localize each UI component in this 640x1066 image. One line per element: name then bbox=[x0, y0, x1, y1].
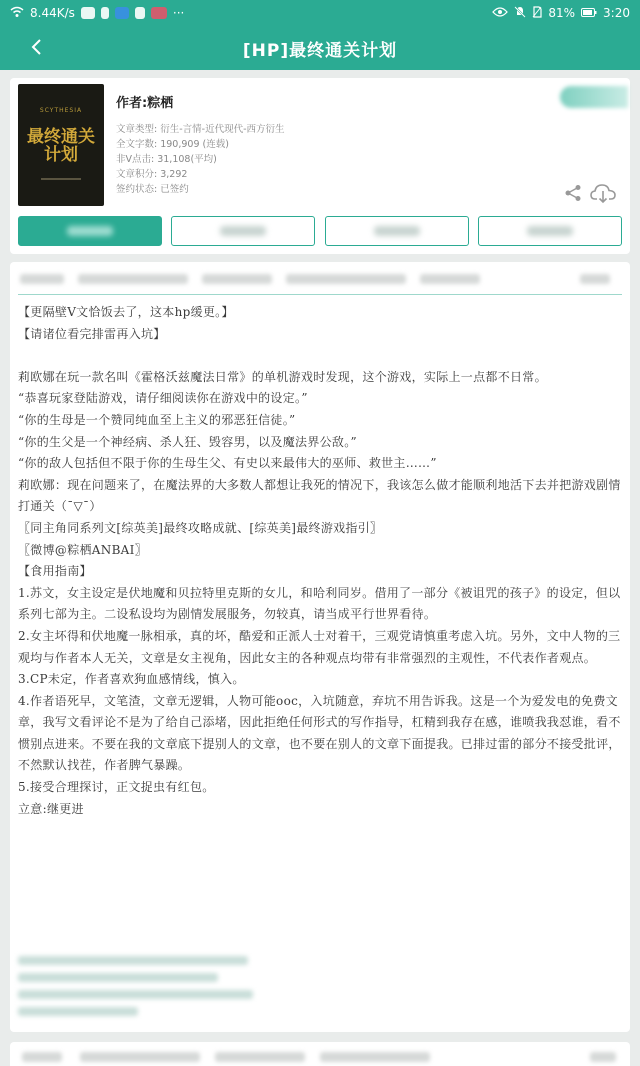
action-button-1[interactable] bbox=[18, 216, 162, 246]
wechat-icon bbox=[81, 7, 95, 19]
blurred-text-block bbox=[18, 956, 258, 1026]
blurred-label bbox=[374, 226, 420, 236]
paragraph: 【更隔壁V文恰饭去了，这本hp缓更。】 bbox=[18, 305, 234, 319]
action-button-4[interactable] bbox=[478, 216, 622, 246]
back-arrow-icon bbox=[29, 38, 45, 56]
cloud-download-icon bbox=[590, 182, 616, 204]
more-notifications-icon: ··· bbox=[172, 6, 185, 20]
paragraph: 1.苏文，女主设定是伏地魔和贝拉特里克斯的女儿，和哈利同岁。借用了一部分《被诅咒的孩子》的设定，但以系列七部为主。二设私设均为剧情发展服务，勿较真，请当成平行世界看待。 bbox=[18, 585, 621, 622]
meta-clicks: 非V点击: 31,108(平均) bbox=[116, 154, 217, 165]
paragraph: “恭喜玩家登陆游戏，请仔细阅读你在游戏中的设定。” bbox=[18, 391, 308, 406]
wifi-icon bbox=[10, 6, 24, 21]
paragraph-gap bbox=[18, 345, 622, 367]
eye-icon bbox=[492, 6, 508, 20]
app-icon-2 bbox=[135, 7, 145, 19]
author-name[interactable]: 作者:粽栖 bbox=[116, 96, 174, 111]
cover-decoration bbox=[41, 176, 81, 184]
paragraph: 立意:继更进 bbox=[18, 801, 84, 816]
meta-word-count: 全文字数: 190,909 (连载) bbox=[116, 139, 229, 150]
paragraph: “你的生父是一个神经病、杀人狂、毁容男，以及魔法界公敌。” bbox=[18, 434, 357, 449]
app-icon-3 bbox=[151, 7, 167, 19]
header-divider bbox=[18, 294, 622, 295]
blurred-header bbox=[20, 270, 610, 288]
blurred-tag[interactable] bbox=[560, 86, 628, 108]
title-bar bbox=[0, 26, 640, 70]
meta-contract: 签约状态: 已签约 bbox=[116, 184, 189, 195]
blurred-label bbox=[220, 226, 266, 236]
paragraph: “你的生母是一个赞同纯血至上主义的邪恶狂信徒。” bbox=[18, 412, 296, 427]
cover-title-line1: 最终通关 bbox=[27, 126, 95, 147]
paragraph: 4.作者语死早，文笔渣，文章无逻辑，人物可能ooc，入坑随意，弃坑不用告诉我。这是一个为爱发电的免费文章，我写文看评论不是为了给自己添堵，因此拒绝任何形式的写作指导，杠精到我存在感，谁喷我我怼谁，看不惯别点进来。不要在我的文章底下提别人的文章，也不要在别人的文章下面提我。已排过雷的部分不接受批评，不然默认找茬，作者脾气暴躁。 bbox=[18, 693, 621, 773]
paragraph: 莉欧娜：现在问题来了，在魔法界的大多数人都想让我死的情况下，我该怎么做才能顺利地活下去并把游戏剧情打通关（¯▽¯） bbox=[18, 477, 621, 514]
book-info-card bbox=[10, 78, 630, 254]
paragraph: 【请诸位看完排雷再入坑】 bbox=[18, 326, 166, 341]
status-right bbox=[492, 6, 630, 21]
next-card bbox=[10, 1042, 630, 1066]
action-button-3[interactable] bbox=[325, 216, 469, 246]
status-bar bbox=[0, 0, 640, 26]
clock: 3:20 bbox=[603, 6, 630, 20]
blurred-label bbox=[67, 226, 113, 236]
paragraph: 【食用指南】 bbox=[18, 564, 92, 579]
paragraph: 3.CP未定，作者喜欢狗血感情线，慎入。 bbox=[18, 672, 245, 687]
meta-score: 文章积分: 3,292 bbox=[116, 169, 188, 180]
book-meta bbox=[116, 122, 285, 197]
app-icon bbox=[101, 7, 109, 19]
share-icon bbox=[564, 184, 582, 202]
synopsis-card bbox=[10, 262, 630, 1032]
synopsis-text bbox=[18, 302, 622, 820]
cover-title-line2: 计划 bbox=[44, 144, 78, 165]
download-button[interactable] bbox=[590, 182, 616, 204]
no-sim-icon bbox=[532, 6, 542, 21]
paragraph: 〖同主角同系列文[综英美]最终攻略成就、[综英美]最终游戏指引〗 bbox=[18, 520, 383, 535]
action-buttons bbox=[18, 216, 622, 246]
paragraph: 莉欧娜在玩一款名叫《霍格沃兹魔法日常》的单机游戏时发现，这个游戏，实际上一点都不日常。 bbox=[18, 369, 547, 384]
battery-icon bbox=[581, 6, 597, 20]
book-cover[interactable] bbox=[18, 84, 104, 206]
meta-genre: 文章类型: 衍生-言情-近代现代-西方衍生 bbox=[116, 124, 285, 135]
network-speed: 8.44K/s bbox=[30, 6, 75, 20]
page-title: [HP]最终通关计划 bbox=[242, 40, 398, 61]
browser-icon bbox=[115, 7, 129, 19]
paragraph: 5.接受合理探讨，正文捉虫有红包。 bbox=[18, 780, 215, 795]
paragraph: 2.女主坏得和伏地魔一脉相承，真的坏，酷爱和正派人士对着干，三观党请慎重考虑入坑。另外，文中人物的三观均与作者本人无关，文章是女主视角，因此女主的各种观点均带有非常强烈的主观性，不代表作者观点。 bbox=[18, 628, 621, 665]
share-button[interactable] bbox=[564, 184, 582, 202]
battery-level: 81% bbox=[548, 6, 576, 20]
paragraph: “你的敌人包括但不限于你的生母生父、有史以来最伟大的巫师、救世主……” bbox=[18, 456, 437, 471]
back-button[interactable] bbox=[22, 32, 52, 62]
blurred-label bbox=[527, 226, 573, 236]
paragraph: 〖微博@粽栖ANBAI〗 bbox=[18, 542, 147, 557]
status-left bbox=[10, 6, 184, 21]
mute-icon bbox=[514, 6, 526, 21]
action-button-2[interactable] bbox=[171, 216, 315, 246]
cover-top-text: SCYTHESIA bbox=[39, 106, 83, 114]
